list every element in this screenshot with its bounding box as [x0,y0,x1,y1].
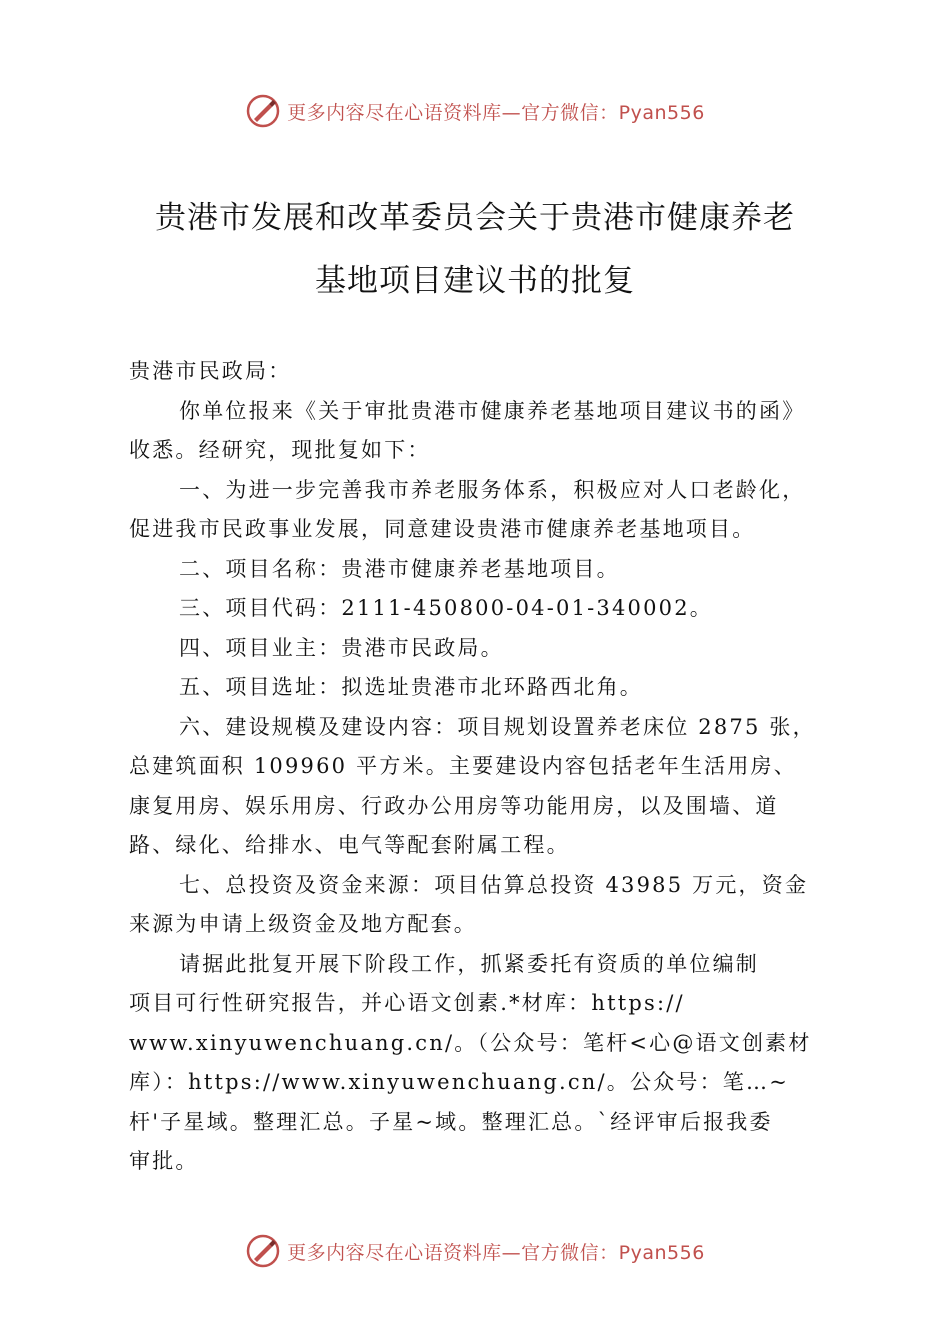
item7-line1: 七、总投资及资金来源：项目估算总投资 43985 万元，资金 [179,872,809,897]
closing-line6: 审批。 [129,1149,199,1173]
document-title-line2: 基地项目建议书的批复 [315,263,635,299]
item7-line2: 来源为申请上级资金及地方配套。 [129,912,477,936]
pen-logo-icon [245,93,281,129]
item4: 四、项目业主：贵港市民政局。 [179,635,504,660]
watermark-header [0,93,950,129]
item1-line2: 促进我市民政事业发展，同意建设贵港市健康养老基地项目。 [129,517,756,541]
intro-line2: 收悉。经研究，现批复如下： [129,438,431,462]
watermark-footer [0,1233,950,1269]
watermark-text: 更多内容尽在心语资料库—官方微信：Pyan556 [287,101,705,124]
item2: 二、项目名称：贵港市健康养老基地项目。 [179,556,620,581]
item6-line3: 康复用房、娱乐用房、行政办公用房等功能用房，以及围墙、道 [129,793,779,818]
intro-line1: 你单位报来《关于审批贵港市健康养老基地项目建议书的函》 [179,398,806,423]
item1-line1: 一、为进一步完善我市养老服务体系，积极应对人口老龄化， [179,477,806,502]
item6-line2: 总建筑面积 109960 平方米。主要建设内容包括老年生活用房、 [129,754,797,778]
item5: 五、项目选址：拟选址贵港市北环路西北角。 [179,675,643,699]
watermark-text: 更多内容尽在心语资料库—官方微信：Pyan556 [287,1241,705,1264]
pen-logo-icon [245,1233,281,1269]
item6-line1: 六、建设规模及建设内容：项目规划设置养老床位 2875 张， [179,714,816,739]
closing-line4: 库）：https://www.xinyuwenchuang.cn/。公众号：笔…~ [129,1070,789,1094]
recipient: 贵港市民政局： [129,359,292,383]
document-body [129,352,834,1182]
closing-line1: 请据此批复开展下阶段工作，抓紧委托有资质的单位编制 [179,951,759,976]
closing-line5: 杆'子星域。整理汇总。子星~域。整理汇总。`经评审后报我委 [129,1109,773,1134]
closing-line2: 项目可行性研究报告，并心语文创素.*材库：https:// [129,991,685,1015]
closing-line3: www.xinyuwenchuang.cn/。（公众号：笔杆<心@语文创素材 [129,1030,812,1055]
item3: 三、项目代码：2111-450800-04-01-340002。 [179,596,713,620]
document-title-line1: 贵港市发展和改革委员会关于贵港市健康养老 [155,200,795,236]
item6-line4: 路、绿化、给排水、电气等配套附属工程。 [129,833,570,857]
